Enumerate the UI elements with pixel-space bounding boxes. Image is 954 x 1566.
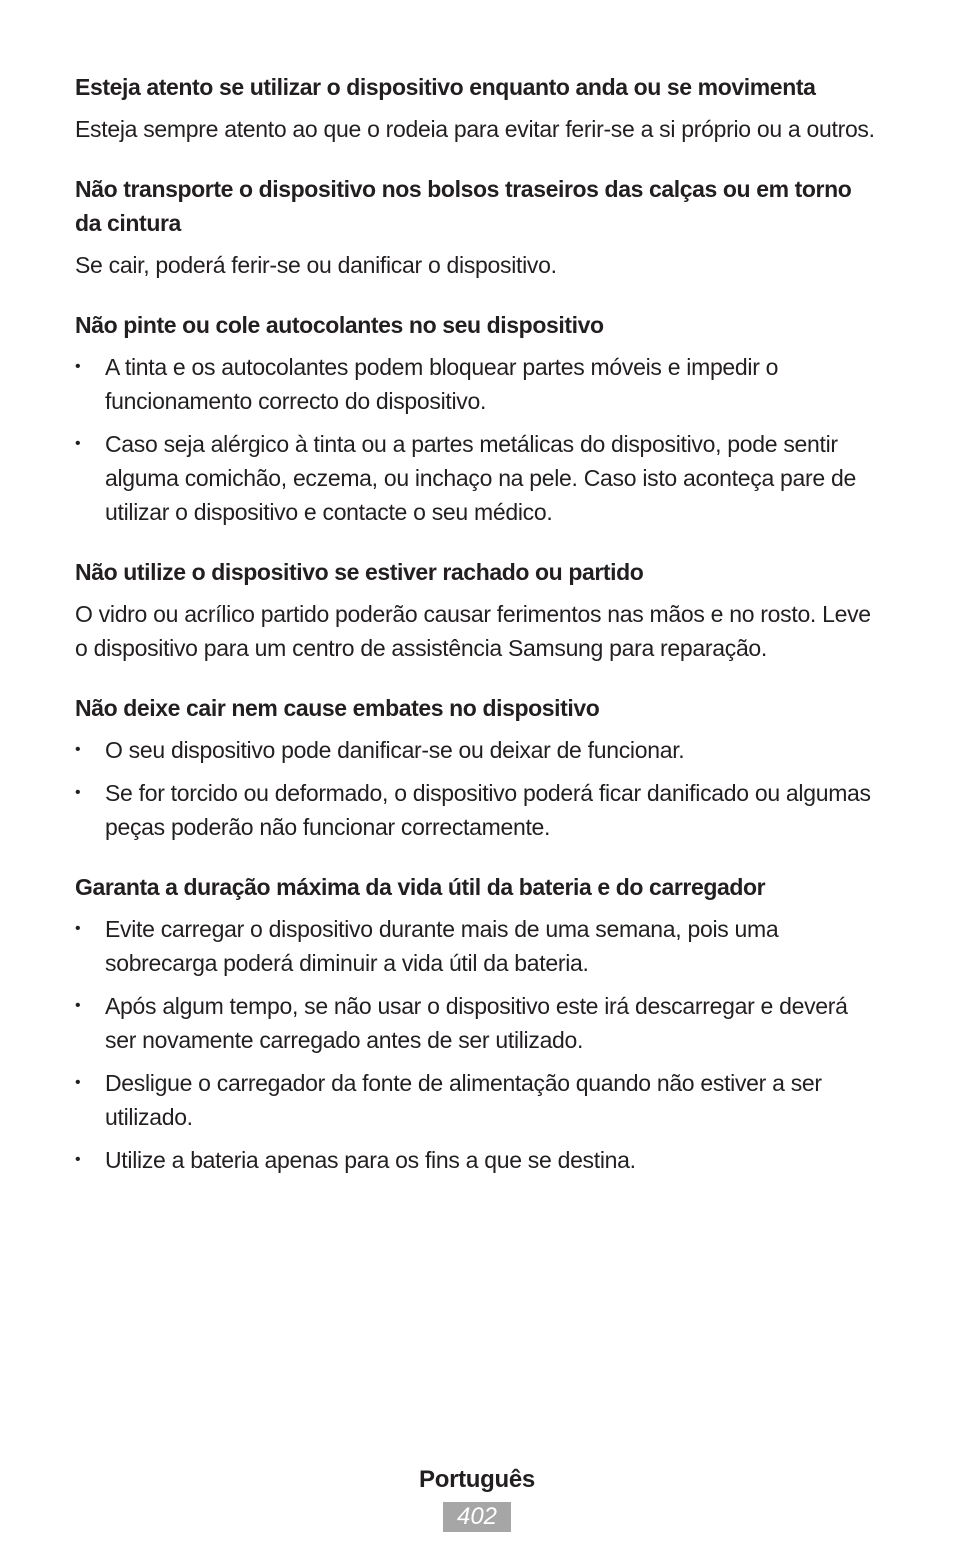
- document-body: [75, 70, 875, 1203]
- section-battery-life: [75, 870, 875, 1177]
- bullet-item: [75, 989, 875, 1057]
- bullet-text: Utilize a bateria apenas para os fins a que se destina.: [105, 1147, 636, 1173]
- page-number: 402: [443, 1502, 511, 1532]
- bullet-list: [75, 733, 875, 844]
- bullet-item: [75, 1066, 875, 1134]
- section-cracked-device-warning: [75, 555, 875, 665]
- section-paragraph: O vidro ou acrílico partido poderão causar ferimentos nas mãos e no rosto. Leve o dispositivo para um centro de assistência Samsung para reparação.: [75, 601, 871, 661]
- section-back-pocket-warning: [75, 172, 875, 282]
- section-heading: Garanta a duração máxima da vida útil da bateria e do carregador: [75, 874, 766, 900]
- bullet-icon: •: [75, 1074, 81, 1091]
- bullet-icon: •: [75, 920, 81, 937]
- bullet-list: [75, 350, 875, 529]
- bullet-text: Desligue o carregador da fonte de alimentação quando não estiver a ser utilizado.: [105, 1070, 822, 1130]
- section-heading: Não deixe cair nem cause embates no dispositivo: [75, 695, 600, 721]
- footer-language: Português: [419, 1466, 535, 1493]
- section-heading: Não transporte o dispositivo nos bolsos traseiros das calças ou em torno da cintura: [75, 176, 852, 236]
- section-heading: Não utilize o dispositivo se estiver rachado ou partido: [75, 559, 644, 585]
- bullet-icon: •: [75, 1151, 81, 1168]
- bullet-item: [75, 427, 875, 529]
- section-paragraph: Esteja sempre atento ao que o rodeia para evitar ferir-se a si próprio ou a outros.: [75, 116, 875, 142]
- section-walking-warning: [75, 70, 875, 146]
- bullet-item: [75, 776, 875, 844]
- bullet-text: Caso seja alérgico à tinta ou a partes metálicas do dispositivo, pode sentir alguma comichão, eczema, ou inchaço na pele. Caso isto aconteça pare de utilizar o dispositivo e contacte o seu médico.: [105, 431, 856, 525]
- bullet-item: [75, 1143, 875, 1177]
- section-drop-impact-warning: [75, 691, 875, 844]
- section-paint-stickers-warning: [75, 308, 875, 529]
- page-footer: [0, 1464, 954, 1532]
- bullet-text: Após algum tempo, se não usar o dispositivo este irá descarregar e deverá ser novamente carregado antes de ser utilizado.: [105, 993, 848, 1053]
- bullet-text: Se for torcido ou deformado, o dispositivo poderá ficar danificado ou algumas peças poderão não funcionar correctamente.: [105, 780, 871, 840]
- bullet-item: [75, 350, 875, 418]
- bullet-icon: •: [75, 435, 81, 452]
- bullet-text: A tinta e os autocolantes podem bloquear partes móveis e impedir o funcionamento correcto do dispositivo.: [105, 354, 779, 414]
- bullet-icon: •: [75, 741, 81, 758]
- bullet-icon: •: [75, 997, 81, 1014]
- bullet-text: Evite carregar o dispositivo durante mais de uma semana, pois uma sobrecarga poderá diminuir a vida útil da bateria.: [105, 916, 779, 976]
- bullet-list: [75, 912, 875, 1177]
- bullet-item: [75, 733, 875, 767]
- section-heading: Não pinte ou cole autocolantes no seu dispositivo: [75, 312, 604, 338]
- bullet-icon: •: [75, 358, 81, 375]
- section-heading: Esteja atento se utilizar o dispositivo enquanto anda ou se movimenta: [75, 74, 816, 100]
- section-paragraph: Se cair, poderá ferir-se ou danificar o dispositivo.: [75, 252, 557, 278]
- bullet-text: O seu dispositivo pode danificar-se ou deixar de funcionar.: [105, 737, 685, 763]
- bullet-icon: •: [75, 784, 81, 801]
- bullet-item: [75, 912, 875, 980]
